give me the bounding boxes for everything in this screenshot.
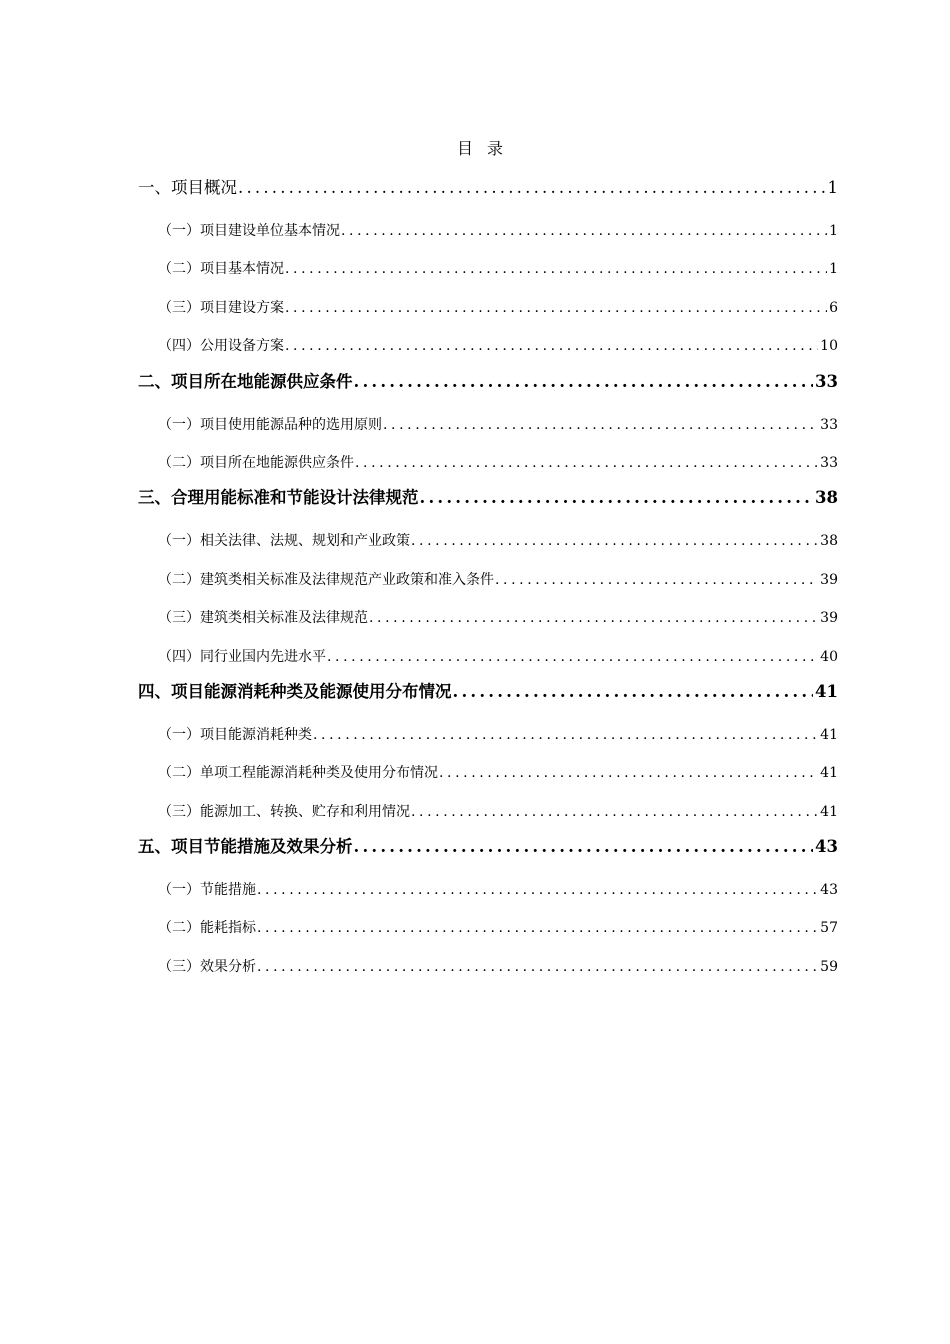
toc-page-number: 41 — [820, 726, 838, 743]
toc-entry-label: （一）节能措施 — [158, 882, 256, 899]
toc-entry-label: （二）能耗指标 — [158, 920, 256, 937]
toc-section-entry[interactable] — [138, 481, 838, 521]
toc-page-number: 40 — [820, 648, 838, 665]
dot-leader — [285, 249, 827, 287]
toc-page-number: 33 — [820, 416, 838, 433]
toc-entry-label: （三）能源加工、转换、贮存和利用情况 — [158, 803, 410, 820]
dot-leader — [420, 481, 814, 515]
toc-entry-label: 三、合理用能标准和节能设计法律规范 — [138, 488, 419, 508]
toc-page-number: 59 — [820, 958, 838, 975]
toc-entry-label: 四、项目能源消耗种类及能源使用分布情况 — [138, 681, 452, 701]
dot-leader — [327, 637, 818, 675]
toc-subsection-entry[interactable] — [138, 560, 838, 598]
toc-subsection-entry[interactable] — [138, 715, 838, 753]
dot-leader — [354, 830, 814, 864]
toc-entry-label: （二）单项工程能源消耗种类及使用分布情况 — [158, 765, 438, 782]
toc-list — [138, 171, 838, 985]
toc-entry-label: （二）项目所在地能源供应条件 — [158, 454, 354, 471]
toc-subsection-entry[interactable] — [138, 947, 838, 985]
toc-entry-label: （三）效果分析 — [158, 958, 256, 975]
toc-page-number: 1 — [829, 261, 838, 278]
toc-subsection-entry[interactable] — [138, 211, 838, 249]
toc-page-number: 41 — [820, 765, 838, 782]
toc-subsection-entry[interactable] — [138, 443, 838, 481]
dot-leader — [341, 211, 827, 249]
toc-subsection-entry[interactable] — [138, 521, 838, 559]
toc-page-number: 41 — [820, 803, 838, 820]
toc-subsection-entry[interactable] — [138, 870, 838, 908]
toc-title: 目录 — [456, 139, 517, 158]
dot-leader — [285, 288, 827, 326]
toc-page-number: 38 — [820, 533, 838, 550]
toc-page-number: 39 — [820, 610, 838, 627]
toc-subsection-entry[interactable] — [138, 908, 838, 946]
toc-page-number: 41 — [815, 681, 838, 701]
toc-subsection-entry[interactable] — [138, 405, 838, 443]
toc-page-number: 6 — [829, 299, 838, 316]
dot-leader — [453, 675, 814, 709]
toc-entry-label: （四）公用设备方案 — [158, 338, 284, 355]
toc-entry-label: （二）项目基本情况 — [158, 261, 284, 278]
toc-page-number: 33 — [820, 454, 838, 471]
toc-page-number: 33 — [815, 371, 838, 391]
toc-subsection-entry[interactable] — [138, 637, 838, 675]
toc-page-number: 10 — [820, 338, 838, 355]
toc-entry-label: 二、项目所在地能源供应条件 — [138, 371, 353, 391]
toc-entry-label: （二）建筑类相关标准及法律规范产业政策和准入条件 — [158, 571, 494, 588]
toc-subsection-entry[interactable] — [138, 288, 838, 326]
toc-entry-label: （三）建筑类相关标准及法律规范 — [158, 610, 368, 627]
dot-leader — [411, 521, 818, 559]
toc-subsection-entry[interactable] — [138, 249, 838, 287]
toc-entry-label: （一）项目建设单位基本情况 — [158, 223, 340, 239]
toc-section-entry[interactable] — [138, 171, 838, 211]
dot-leader — [383, 405, 818, 443]
dot-leader — [257, 870, 818, 908]
toc-page-number: 57 — [820, 920, 838, 937]
toc-page-number: 43 — [820, 882, 838, 899]
toc-section-entry[interactable] — [138, 365, 838, 405]
dot-leader — [285, 326, 818, 364]
toc-section-entry[interactable] — [138, 675, 838, 715]
toc-subsection-entry[interactable] — [138, 753, 838, 791]
toc-entry-label: （一）项目能源消耗种类 — [158, 726, 312, 743]
toc-section-entry[interactable] — [138, 830, 838, 870]
toc-entry-label: （一）项目使用能源品种的选用原则 — [158, 416, 382, 433]
toc-page-number: 38 — [815, 488, 838, 508]
toc-page-number: 1 — [827, 178, 838, 197]
toc-entry-label: （三）项目建设方案 — [158, 299, 284, 316]
toc-subsection-entry[interactable] — [138, 598, 838, 636]
dot-leader — [355, 443, 818, 481]
dot-leader — [495, 560, 818, 598]
toc-entry-label: （一）相关法律、法规、规划和产业政策 — [158, 533, 410, 550]
dot-leader — [313, 715, 818, 753]
toc-page-number: 39 — [820, 571, 838, 588]
toc-entry-label: 一、项目概况 — [138, 178, 237, 197]
toc-entry-label: （四）同行业国内先进水平 — [158, 648, 326, 665]
dot-leader — [439, 753, 818, 791]
dot-leader — [369, 598, 818, 636]
toc-subsection-entry[interactable] — [138, 792, 838, 830]
toc-subsection-entry[interactable] — [138, 326, 838, 364]
dot-leader — [411, 792, 818, 830]
toc-page-number: 43 — [815, 837, 838, 857]
toc-page-number: 1 — [829, 223, 838, 239]
dot-leader — [257, 947, 818, 985]
dot-leader — [238, 171, 826, 205]
dot-leader — [257, 908, 818, 946]
dot-leader — [354, 365, 814, 399]
toc-entry-label: 五、项目节能措施及效果分析 — [138, 837, 353, 857]
